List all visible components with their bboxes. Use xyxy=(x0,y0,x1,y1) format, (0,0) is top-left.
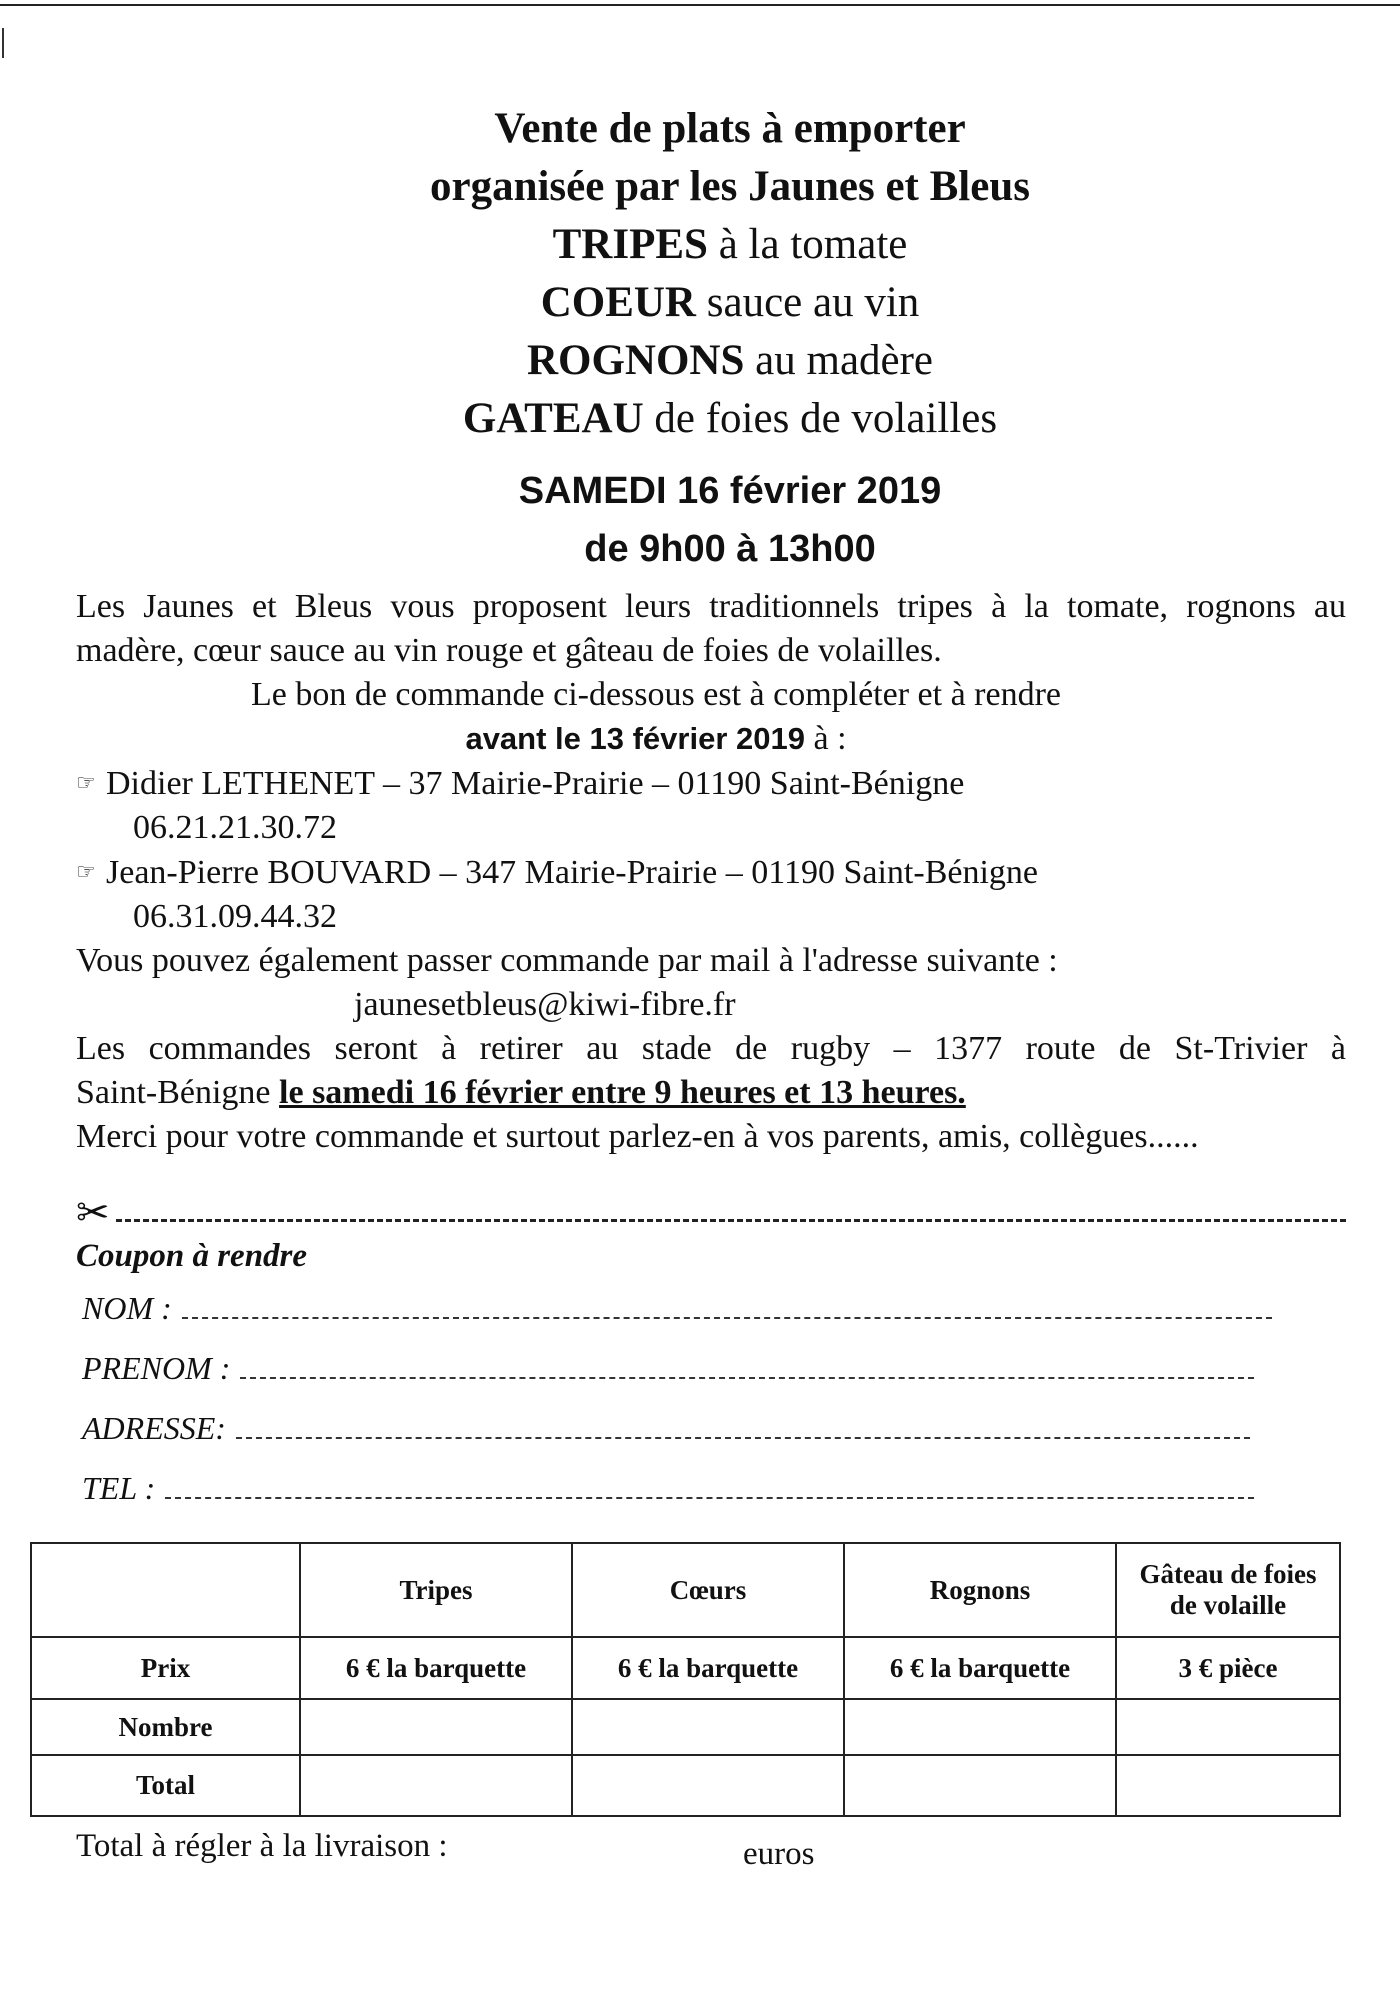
thanks-line: Merci pour votre commande et surtout parlez-en à vos parents, amis, collègues...... xyxy=(76,1118,1199,1155)
adresse-label: ADRESSE: xyxy=(82,1410,226,1446)
nombre-tripes-cell[interactable] xyxy=(300,1699,572,1755)
adresse-field[interactable] xyxy=(82,1410,1250,1447)
price-gateau: 3 € pièce xyxy=(1116,1637,1340,1699)
scan-edge-mark xyxy=(2,28,4,58)
price-coeurs: 6 € la barquette xyxy=(572,1637,844,1699)
dish-gateau: GATEAU de foies de volailles xyxy=(462,395,998,442)
contact-2-phone: 06.31.09.44.32 xyxy=(133,898,337,935)
nombre-coeurs-cell[interactable] xyxy=(572,1699,844,1755)
order-table xyxy=(30,1542,1341,1817)
contact-email[interactable]: jaunesetbleus@kiwi-fibre.fr xyxy=(354,986,736,1023)
tel-label: TEL : xyxy=(82,1470,156,1506)
price-rognons: 6 € la barquette xyxy=(844,1637,1116,1699)
prenom-field[interactable] xyxy=(82,1350,1254,1387)
tel-input-line[interactable] xyxy=(165,1497,1254,1499)
order-instruction: Le bon de commande ci-dessous est à compléter et à rendre xyxy=(250,676,1061,713)
contact-2-address: ☞ Jean-Pierre BOUVARD – 347 Mairie-Prairie – 01190 Saint-Bénigne xyxy=(76,850,1346,895)
flyer-body xyxy=(76,585,1346,1159)
coupon-title: Coupon à rendre xyxy=(76,1238,308,1274)
adresse-input-line[interactable] xyxy=(236,1437,1250,1439)
currency-label: euros xyxy=(743,1836,815,1872)
table-row-total xyxy=(31,1755,1340,1816)
event-date: SAMEDI 16 février 2019 xyxy=(518,470,942,512)
pickup-line-1: Les commandes seront à retirer au stade de rugby – 1377 route de St-Trivier à xyxy=(76,1030,1346,1067)
contact-1-phone: 06.21.21.30.72 xyxy=(133,809,337,846)
pointing-hand-icon: ☞ xyxy=(76,859,96,884)
pickup-line-2: Saint-Bénigne le samedi 16 février entre 9 heures et 13 heures. xyxy=(76,1074,966,1111)
col-header-coeurs: Cœurs xyxy=(572,1543,844,1637)
flyer-header xyxy=(0,100,1400,448)
total-tripes-cell[interactable] xyxy=(300,1755,572,1816)
dashed-cut-line xyxy=(116,1219,1346,1222)
nom-label: NOM : xyxy=(82,1290,172,1326)
prenom-label: PRENOM : xyxy=(82,1350,231,1386)
contact-1-address: ☞ Didier LETHENET – 37 Mairie-Prairie – 01190 Saint-Bénigne xyxy=(76,761,1346,806)
row-label-nombre: Nombre xyxy=(31,1699,300,1755)
nombre-rognons-cell[interactable] xyxy=(844,1699,1116,1755)
dish-coeur: COEUR sauce au vin xyxy=(540,279,920,326)
total-to-pay-label: Total à régler à la livraison : xyxy=(76,1828,448,1864)
col-header-gateau: Gâteau de foies de volaille xyxy=(1116,1543,1340,1637)
order-deadline: avant le 13 février 2019 à : xyxy=(465,720,847,757)
table-row-prix xyxy=(31,1637,1340,1699)
dish-rognons: ROGNONS au madère xyxy=(526,337,934,384)
total-gateau-cell[interactable] xyxy=(1116,1755,1340,1816)
intro-line-2: madère, cœur sauce au vin rouge et gâteau de foies de volailles. xyxy=(76,632,942,669)
cut-line xyxy=(76,1190,1346,1235)
top-border-line xyxy=(0,4,1400,6)
event-date-block xyxy=(0,462,1400,578)
tel-field[interactable] xyxy=(82,1470,1254,1507)
row-label-prix: Prix xyxy=(31,1637,300,1699)
price-tripes: 6 € la barquette xyxy=(300,1637,572,1699)
row-label-total: Total xyxy=(31,1755,300,1816)
mail-instruction: Vous pouvez également passer commande par mail à l'adresse suivante : xyxy=(76,942,1058,979)
pointing-hand-icon: ☞ xyxy=(76,770,96,795)
table-row-nombre xyxy=(31,1699,1340,1755)
total-coeurs-cell[interactable] xyxy=(572,1755,844,1816)
header-line-1: Vente de plats à emporter xyxy=(494,105,966,152)
nombre-gateau-cell[interactable] xyxy=(1116,1699,1340,1755)
table-corner-cell xyxy=(31,1543,300,1637)
intro-line-1: Les Jaunes et Bleus vous proposent leurs traditionnels tripes à la tomate, rognons au xyxy=(76,588,1346,625)
header-line-2: organisée par les Jaunes et Bleus xyxy=(429,163,1030,210)
dish-tripes: TRIPES à la tomate xyxy=(552,221,908,268)
nom-field[interactable] xyxy=(82,1290,1272,1327)
total-rognons-cell[interactable] xyxy=(844,1755,1116,1816)
table-header-row xyxy=(31,1543,1340,1637)
event-hours: de 9h00 à 13h00 xyxy=(584,528,876,570)
prenom-input-line[interactable] xyxy=(240,1377,1254,1379)
col-header-tripes: Tripes xyxy=(300,1543,572,1637)
scissors-icon: ✂ xyxy=(76,1190,110,1235)
col-header-rognons: Rognons xyxy=(844,1543,1116,1637)
nom-input-line[interactable] xyxy=(182,1317,1272,1319)
